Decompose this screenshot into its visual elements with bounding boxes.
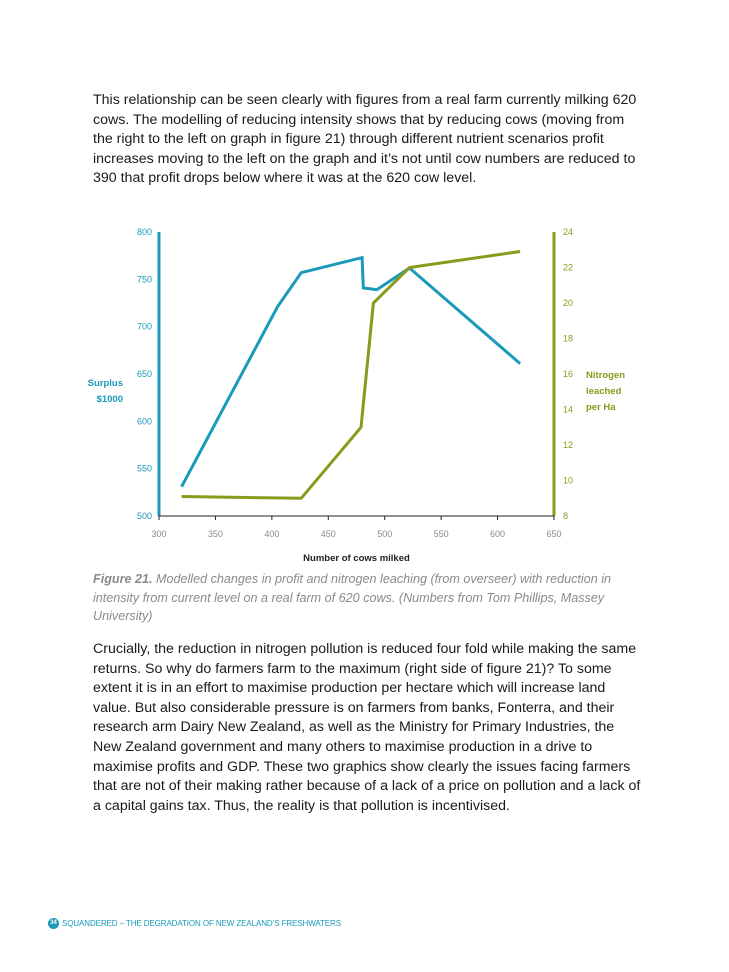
page-footer xyxy=(48,918,341,929)
right-y-tick-label: 12 xyxy=(563,440,574,450)
x-tick-label: 300 xyxy=(151,529,167,539)
figure-21-chart xyxy=(0,215,729,575)
right-y-tick-label: 8 xyxy=(563,511,569,521)
x-tick-label: 600 xyxy=(490,529,506,539)
right-y-axis-title: Nitrogen xyxy=(586,370,626,381)
left-y-tick-label: 550 xyxy=(136,463,152,474)
chart-axes xyxy=(159,232,554,516)
right-y-tick-label: 16 xyxy=(563,369,574,379)
right-y-tick-label: 18 xyxy=(563,333,574,344)
right-y-axis-title: per Ha xyxy=(586,402,616,413)
left-y-tick-label: 500 xyxy=(136,511,152,521)
footer-title: SQUANDERED – THE DEGRADATION OF NEW ZEALAND’S FRESHWATERS xyxy=(62,919,341,928)
surplus-series-line xyxy=(182,258,520,487)
left-y-tick-label: 600 xyxy=(136,416,152,427)
right-y-axis-title: leached xyxy=(586,386,622,397)
intro-paragraph: This relationship can be seen clearly with figures from a real farm currently milking 620 cows. The modelling of reducing intensity shows that by reducing cows (moving from the right to the left on graph in figure 21) through different nutrient scenarios profit increases moving to the left on the graph and it’s not until cow numbers are reduced to 390 that profit drops below where it was at the 620 cow level. xyxy=(93,92,637,187)
x-tick-label: 500 xyxy=(377,529,393,539)
x-axis-title: Number of cows milked xyxy=(303,553,410,564)
body-paragraph: Crucially, the reduction in nitrogen pollution is reduced four fold while making the same returns. So why do farmers farm to the maximum (right side of figure 21)? To some extent it is in an effort to maximise production per hectare which will increase land value. But also considerable pressure is on farmers from banks, Fonterra, and their research arm Dairy New Zealand, as well as the Ministry for Primary Industries, the New Zealand government and many others to maximise production in a drive to maximise profits and GDP. These two graphics show clearly the issues facing farmers that are not of their making rather because of a lack of a price on pollution and a lack of a capital gains tax. Thus, the reality is that pollution is incentivised. xyxy=(93,641,641,814)
figure-caption-label: Figure 21. xyxy=(93,572,153,586)
figure-caption-text: Modelled changes in profit and nitrogen leaching (from overseer) with reduction in intensity from current level on a real farm of 620 cows. (Numbers from Tom Phillips, Massey University) xyxy=(93,572,612,624)
right-y-tick-label: 14 xyxy=(563,404,574,415)
left-y-tick-label: 700 xyxy=(136,321,152,332)
x-tick-label: 450 xyxy=(320,529,336,539)
x-tick-label: 400 xyxy=(264,529,280,539)
right-y-tick-label: 10 xyxy=(563,475,574,486)
left-y-tick-label: 750 xyxy=(136,274,152,285)
chart-labels xyxy=(88,370,626,564)
nitrogen-series-line xyxy=(182,252,520,499)
figure-caption xyxy=(93,570,653,626)
right-y-tick-label: 20 xyxy=(563,298,574,308)
x-tick-label: 550 xyxy=(433,529,449,539)
left-y-axis-title: Surplus xyxy=(87,378,123,389)
x-tick-label: 650 xyxy=(546,529,562,539)
left-y-tick-label: 650 xyxy=(136,369,152,379)
right-y-tick-label: 24 xyxy=(563,227,574,237)
chart-lines xyxy=(182,252,520,499)
page-number-badge: 34 xyxy=(48,918,59,929)
right-y-tick-label: 22 xyxy=(563,262,574,273)
left-y-axis-title: $1000 xyxy=(96,394,123,405)
left-y-tick-label: 800 xyxy=(136,227,152,237)
chart-ticks xyxy=(137,227,573,539)
x-tick-label: 350 xyxy=(207,529,223,539)
